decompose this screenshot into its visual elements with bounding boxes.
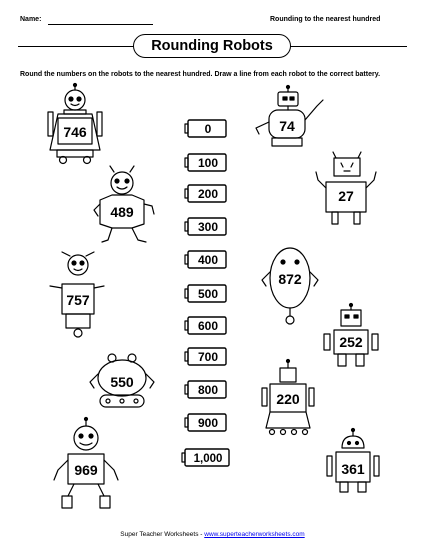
robot[interactable]	[327, 429, 379, 493]
robot-number: 252	[339, 334, 363, 350]
battery-label: 0	[204, 122, 212, 136]
robot[interactable]	[54, 418, 118, 509]
battery[interactable]	[182, 449, 229, 466]
name-label: Name:	[20, 16, 42, 23]
battery[interactable]	[185, 120, 226, 137]
battery[interactable]	[185, 285, 226, 302]
worksheet-title: Rounding Robots	[133, 34, 291, 58]
robot-number: 969	[74, 462, 98, 478]
footer-brand: Super Teacher Worksheets -	[120, 531, 205, 538]
battery[interactable]	[185, 251, 226, 268]
battery-label: 300	[197, 220, 219, 234]
battery-label: 800	[197, 383, 219, 397]
battery-label: 1,000	[193, 453, 223, 465]
battery[interactable]	[185, 218, 226, 235]
battery-label: 400	[197, 253, 219, 267]
battery-label: 900	[197, 416, 219, 430]
robot[interactable]	[324, 304, 378, 367]
battery[interactable]	[185, 348, 226, 365]
robot[interactable]	[262, 360, 314, 435]
robot[interactable]	[94, 166, 154, 242]
robot-number: 872	[278, 271, 302, 287]
instructions: Round the numbers on the robots to the nearest hundred. Draw a line from each robot to the correct battery.	[20, 71, 381, 78]
battery-label: 200	[197, 187, 219, 201]
battery-label: 100	[197, 156, 219, 170]
robot-number: 27	[338, 188, 354, 204]
robot[interactable]	[262, 248, 318, 324]
robot[interactable]	[48, 84, 102, 164]
robot-number: 757	[66, 292, 90, 308]
robot[interactable]	[256, 86, 323, 147]
battery[interactable]	[185, 414, 226, 431]
battery-label: 700	[197, 350, 219, 364]
robot[interactable]	[90, 354, 154, 407]
battery[interactable]	[185, 185, 226, 202]
battery[interactable]	[185, 154, 226, 171]
robot-number: 361	[341, 461, 365, 477]
robot-number: 489	[110, 204, 134, 220]
robot-number: 220	[276, 391, 300, 407]
footer	[0, 531, 425, 538]
robot-number: 550	[110, 374, 134, 390]
footer-link[interactable]: www.superteacherworksheets.com	[204, 531, 305, 538]
worksheet-topic: Rounding to the nearest hundred	[270, 16, 381, 23]
battery[interactable]	[185, 317, 226, 334]
robot-number: 746	[63, 124, 87, 140]
robot[interactable]	[50, 252, 104, 337]
robot-number: 74	[279, 118, 295, 134]
battery-label: 600	[197, 319, 219, 333]
robot[interactable]	[316, 152, 376, 224]
battery[interactable]	[185, 381, 226, 398]
battery-column	[182, 120, 229, 466]
battery-label: 500	[197, 287, 219, 301]
